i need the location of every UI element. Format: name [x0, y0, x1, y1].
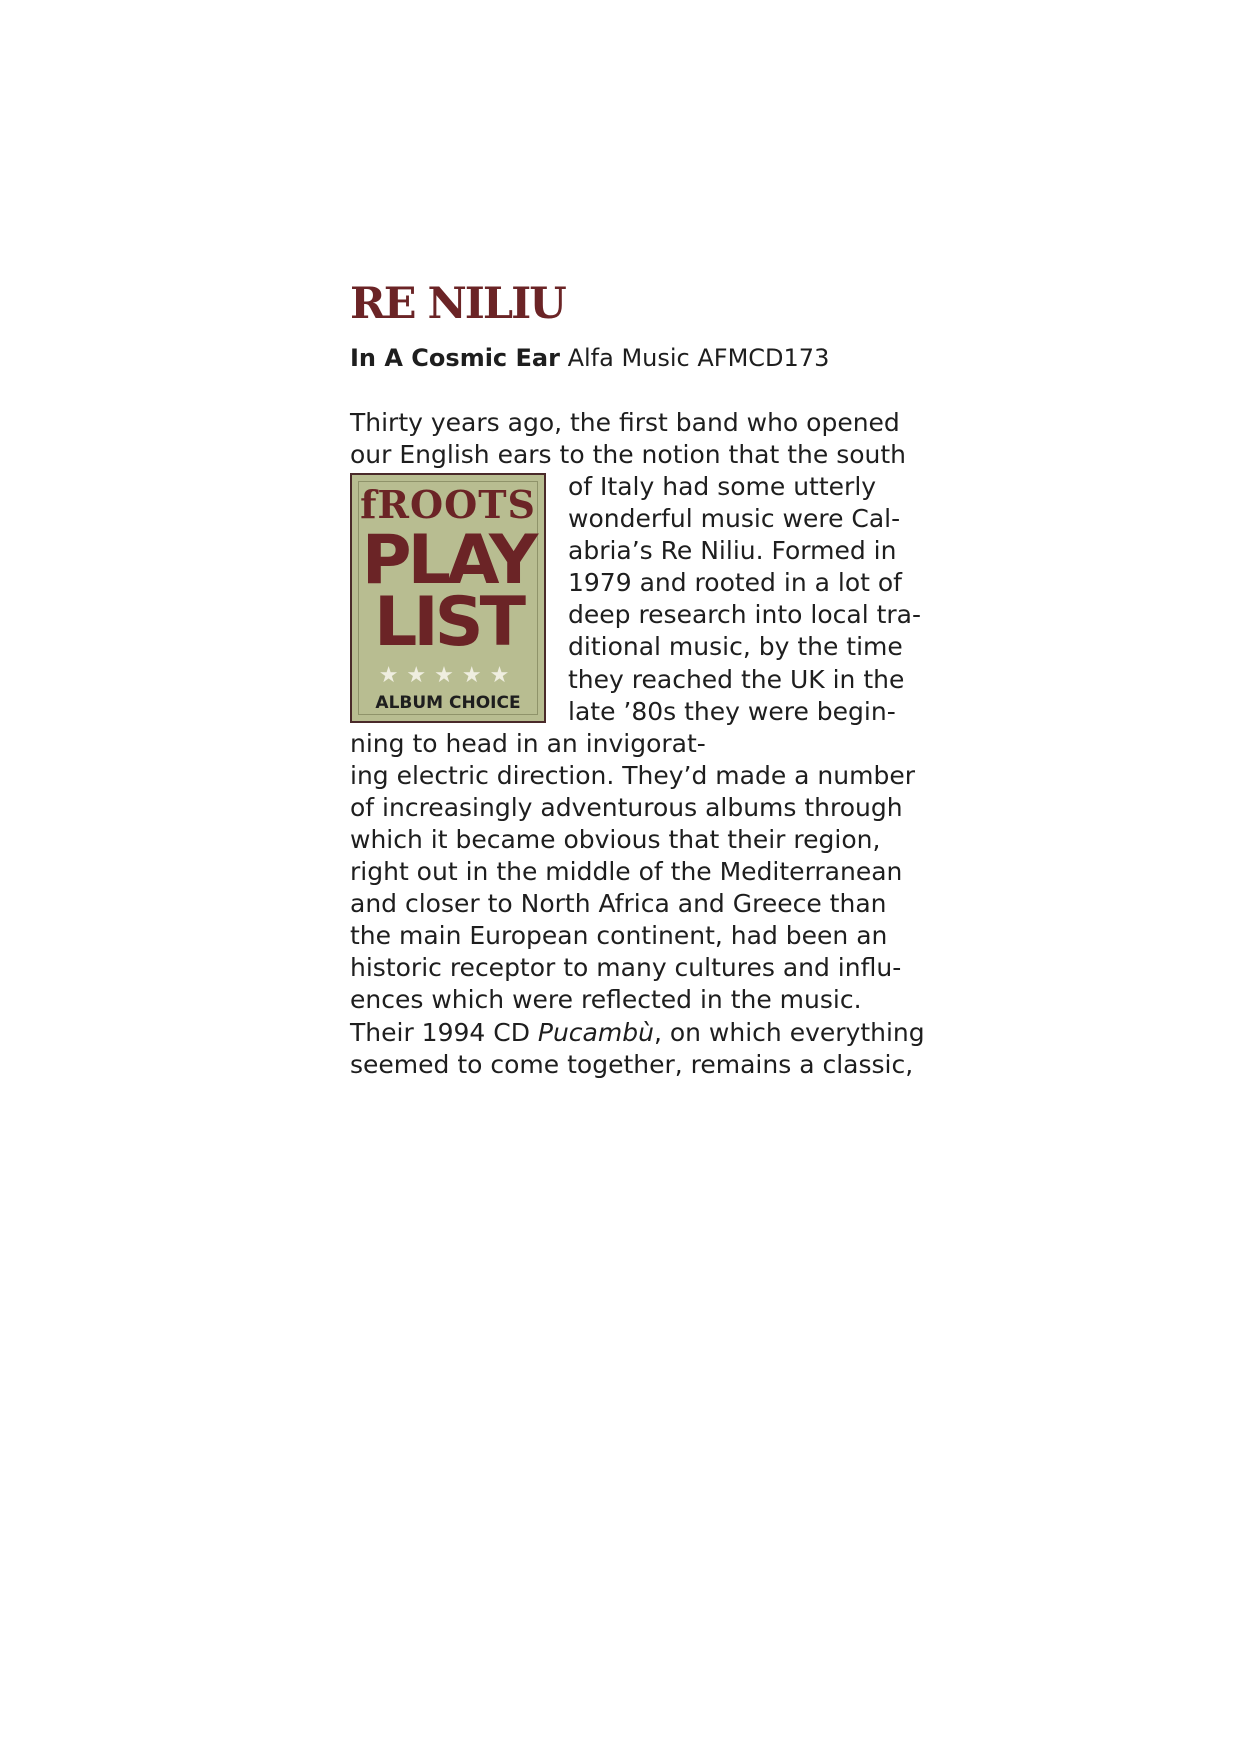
review-article	[350, 279, 950, 1081]
body-line: ditional music, by the time	[568, 632, 903, 662]
badge-list-text: LIST	[374, 582, 522, 662]
label-catalog: Alfa Music AFMCD173	[567, 344, 830, 372]
body-line: seemed to come together, remains a classic,	[350, 1049, 914, 1079]
body-line: which it became obvious that their region,	[350, 825, 881, 855]
album-title: In A Cosmic Ear	[350, 344, 560, 372]
body-text-segment: Their 1994 CD	[350, 1017, 538, 1047]
body-line: Thirty years ago, the first band who opened	[350, 407, 900, 437]
badge-star-icons: ★★★★★	[378, 662, 518, 688]
badge-play-text: PLAY	[361, 520, 535, 600]
body-line: ences which were reflected in the music.	[350, 985, 862, 1015]
body-line: they reached the UK in the	[568, 664, 905, 694]
body-line: ning to head in an invigorat-	[350, 728, 706, 758]
badge-album-choice: ALBUM CHOICE	[375, 692, 521, 713]
body-line: wonderful music were Cal-	[568, 504, 901, 534]
body-line: of increasingly adventurous albums through	[350, 792, 903, 822]
body-text-segment: , on which everything	[653, 1017, 925, 1047]
body-line: right out in the middle of the Mediterranean	[350, 857, 903, 887]
body-line: our English ears to the notion that the south	[350, 439, 907, 469]
badge-magazine-logo: fROOTS	[360, 481, 536, 527]
artist-headline: RE NILIU	[350, 279, 565, 329]
body-continuation	[350, 760, 950, 1081]
body-line	[350, 1017, 950, 1049]
body-line: deep research into local tra-	[568, 600, 922, 630]
playlist-badge	[350, 473, 546, 723]
body-line: 1979 and rooted in a lot of	[568, 568, 902, 598]
body-line: the main European continent, had been an	[350, 921, 888, 951]
body-line: ing electric direction. They’d made a number	[350, 760, 915, 790]
body-line: late ’80s they were begin-	[568, 696, 896, 726]
body-line: and closer to North Africa and Greece than	[350, 889, 887, 919]
review-body	[350, 407, 950, 1081]
body-line: abria’s Re Niliu. Formed in	[568, 536, 897, 566]
body-line: historic receptor to many cultures and influ-	[350, 953, 902, 983]
body-line: of Italy had some utterly	[568, 471, 877, 501]
cd-title: Pucambù	[537, 1017, 654, 1047]
release-info	[350, 344, 950, 373]
